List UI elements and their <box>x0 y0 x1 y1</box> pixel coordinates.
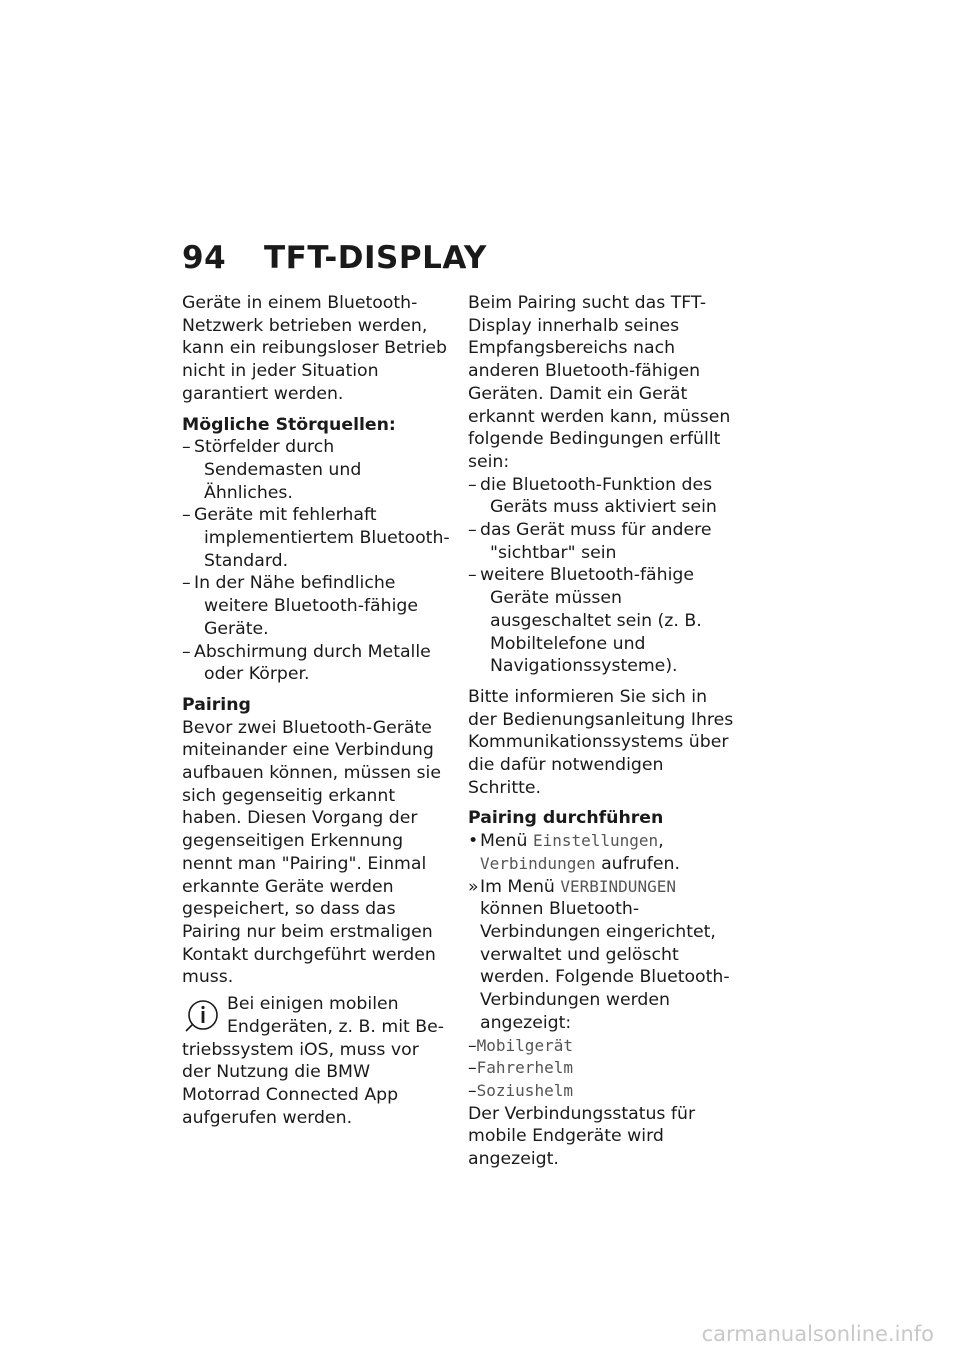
list-item: – Abschirmung durch Metalle oder Körper. <box>182 641 431 685</box>
list-item: – Geräte mit fehlerhaft implementiertem Bluetooth-Standard. <box>182 505 450 571</box>
list-item: –Fahrerhelm <box>468 1058 573 1079</box>
info-note-first-line: Bei einigen mobilen Endgeräten, z. B. mit Be- <box>227 994 445 1037</box>
menu-connections-caps: VERBINDUNGEN <box>560 876 676 896</box>
right-column <box>468 292 740 1171</box>
info-icon <box>182 995 220 1035</box>
info-paragraph: Bitte informieren Sie sich in der Bedienungsanleitung Ihres Kommunikationssystems über die dafür notwendigen Schritte. <box>468 686 734 798</box>
result-arrow-icon: » <box>468 876 479 897</box>
interference-heading: Mögliche Störquellen: <box>182 414 396 435</box>
pairing-paragraph: Bevor zwei Bluetooth-Geräte miteinander eine Verbindung aufbauen können, müssen sie sich gegenseitig erkannt haben. Diesen Vorgang der gegenseitigen Erkennung nennt man "Pairing". Einmal erkannte Geräte werden gespeichert, so dass das Pairing nur beim erstmaligen Kontakt durchgeführt werden muss. <box>182 717 441 988</box>
info-note-text: triebssystem iOS, muss vor der Nutzung die BMW Motorrad Connected App aufgerufen werden. <box>182 1039 419 1128</box>
menu-connections: Verbindungen <box>480 853 596 873</box>
list-item: – In der Nähe befindliche weitere Bluetooth-fähige Geräte. <box>182 573 418 639</box>
connections-list <box>468 1035 740 1103</box>
list-item: –Mobilgerät <box>468 1035 573 1056</box>
interference-list <box>182 436 450 686</box>
result-item: » Im Menü VERBINDUNGEN können Bluetooth-Verbindungen eingerichtet, verwaltet und gelöscht werden. Folgende Bluetooth-Verbindungen werden angezeigt: <box>468 876 730 1033</box>
page-title: TFT-DISPLAY <box>264 240 487 276</box>
right-intro-paragraph: Beim Pairing sucht das TFT-Display innerhalb seines Empfangsbereichs nach anderen Bluetooth-fähigen Geräten. Damit ein Gerät erkannt werden kann, müssen folgende Bedingungen erfüllt sein: <box>468 293 731 472</box>
step-item: • Menü Einstellungen, Verbindungen aufrufen. <box>468 831 680 874</box>
bullet-icon: • <box>468 831 479 852</box>
do-pairing-heading: Pairing durchführen <box>468 808 664 829</box>
menu-settings: Einstellungen <box>532 831 659 851</box>
list-item: – Störfelder durch Sendemasten und Ähnliches. <box>182 437 362 503</box>
page-header <box>182 240 487 276</box>
footer-watermark: carmanualsonline.info <box>701 1322 934 1346</box>
info-note <box>182 993 450 1129</box>
list-item: – die Bluetooth-Funktion des Geräts muss aktiviert sein <box>468 474 717 518</box>
status-paragraph: Der Verbindungsstatus für mobile Endgeräte wird angezeigt. <box>468 1103 696 1170</box>
list-item: – das Gerät muss für andere "sichtbar" sein <box>468 520 712 563</box>
pairing-heading: Pairing <box>182 694 251 715</box>
left-column <box>182 292 450 1129</box>
page-number: 94 <box>182 240 227 276</box>
left-intro-paragraph: Geräte in einem Bluetooth-Netzwerk betrieben werden, kann ein reibungsloser Betrieb nicht in jeder Situation garantiert werden. <box>182 293 447 404</box>
list-item: –Soziushelm <box>468 1080 573 1101</box>
list-item: – weitere Bluetooth-fähige Geräte müssen ausgeschaltet sein (z. B. Mobiltelefone und Navigationssysteme). <box>468 565 702 677</box>
conditions-list <box>468 474 740 678</box>
